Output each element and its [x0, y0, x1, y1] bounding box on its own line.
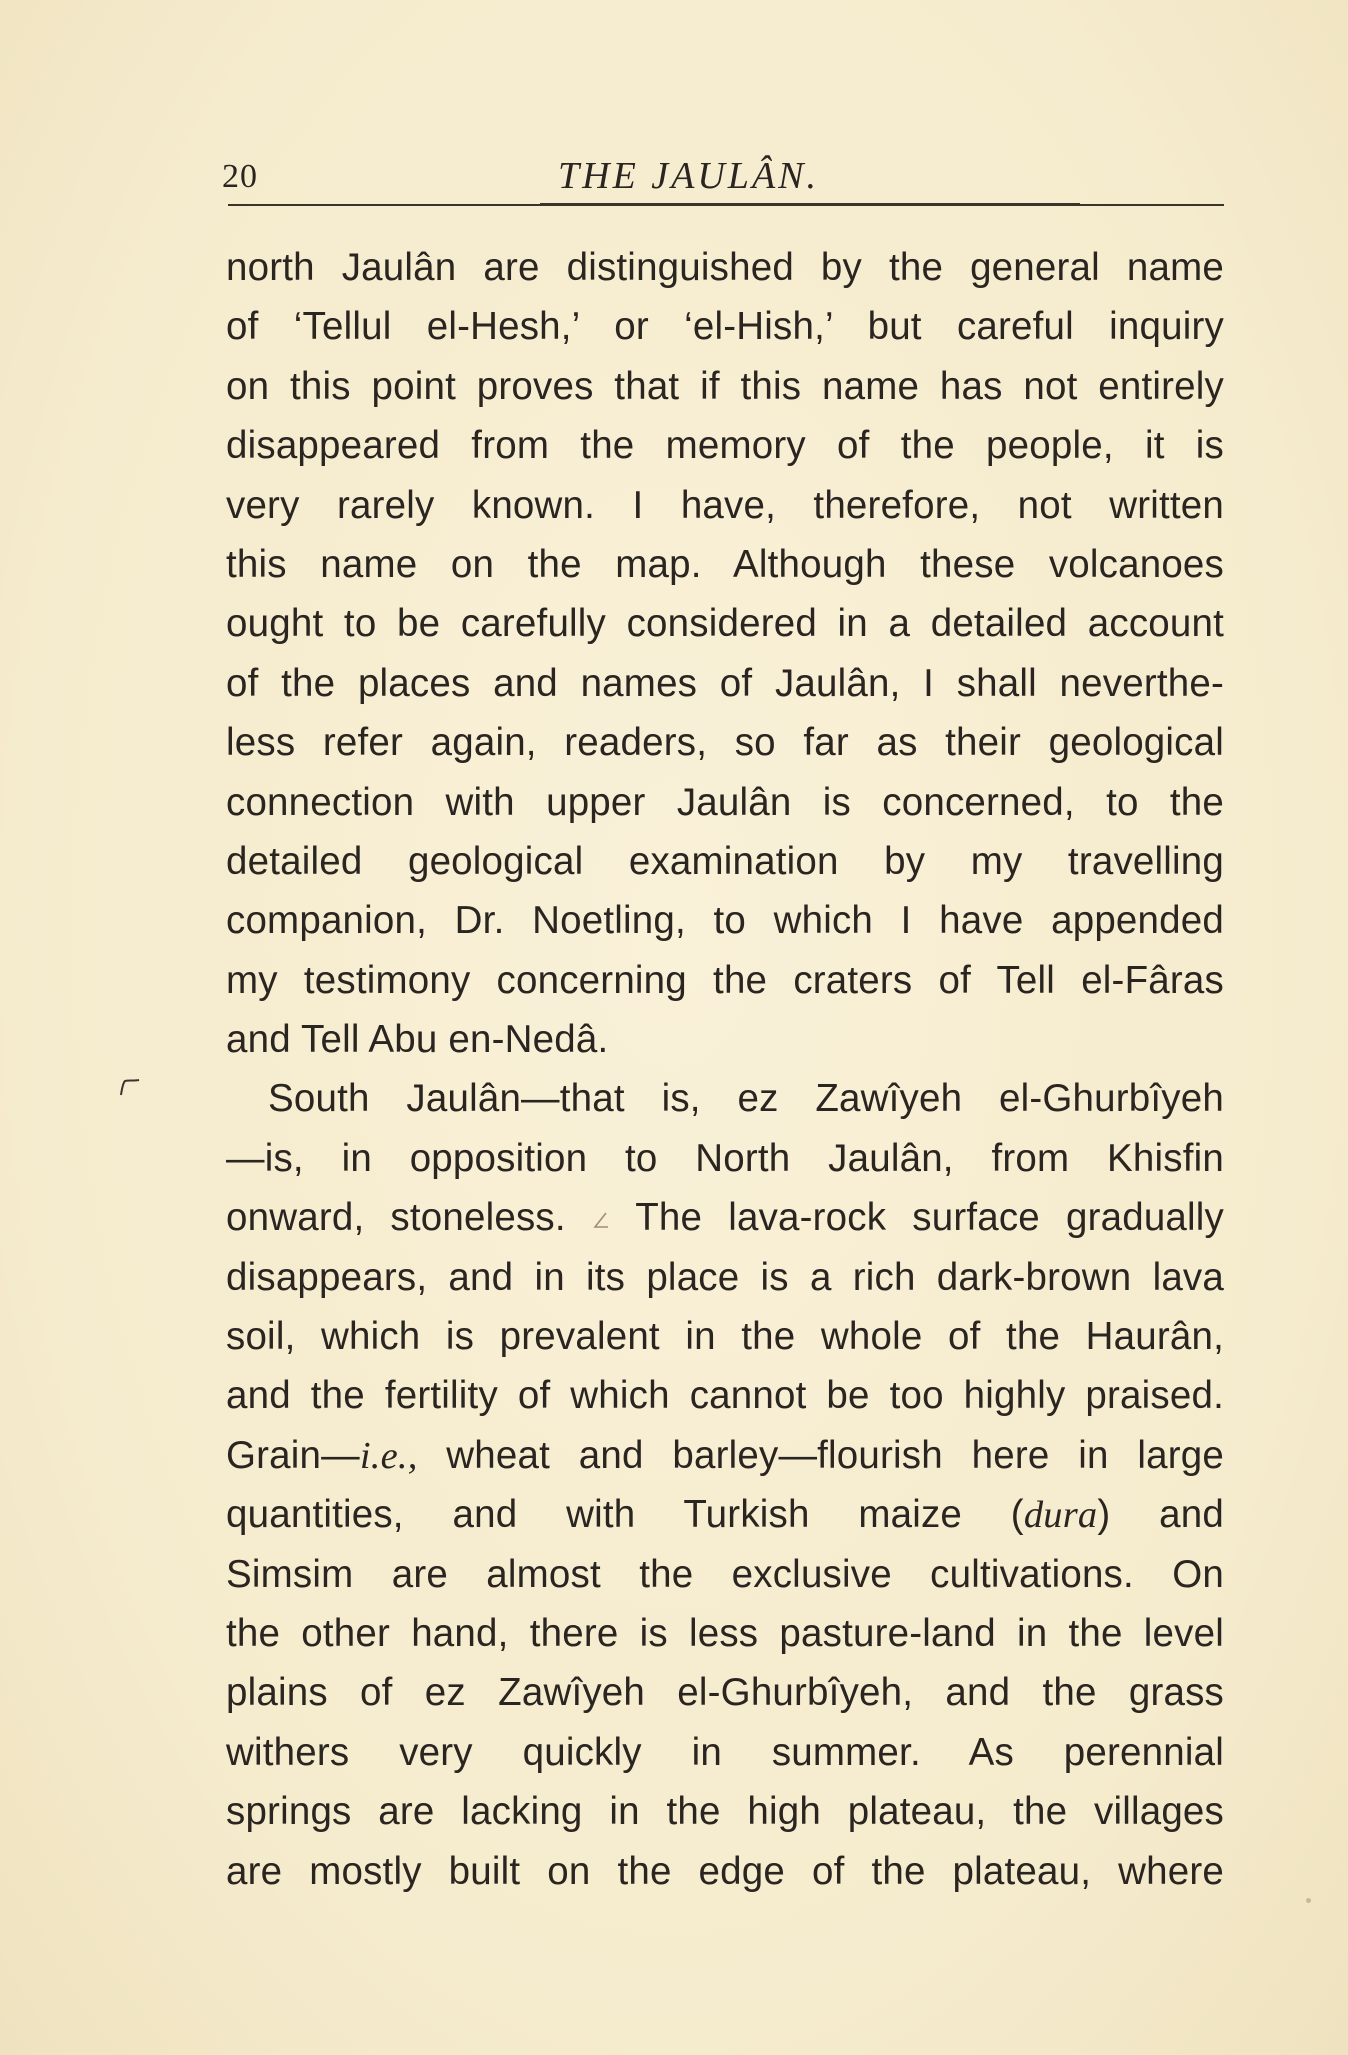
- text-fragment: onward, stoneless.: [226, 1196, 566, 1240]
- text-line: very rarely known. I have, therefore, not written: [226, 483, 1224, 527]
- text-line: of ‘Tellul el-Hesh,’ or ‘el-Hish,’ but careful inquiry: [226, 305, 1224, 349]
- text-line: South Jaulân—that is, ez Zawîyeh el-Ghurbîyeh: [268, 1077, 1224, 1121]
- text-line: withers very quickly in summer. As perennial: [226, 1730, 1224, 1774]
- text-fragment: The lava-rock surface gradually: [635, 1196, 1225, 1240]
- text-line: plains of ez Zawîyeh el-Ghurbîyeh, and the grass: [226, 1671, 1224, 1715]
- paper-speck: [1306, 1898, 1311, 1903]
- italic-abbreviation: i.e.,: [359, 1434, 418, 1477]
- text-line: Simsim are almost the exclusive cultivations. On: [226, 1552, 1224, 1596]
- text-line: ought to be carefully considered in a detailed account: [226, 602, 1224, 646]
- page-header: [222, 150, 1222, 210]
- text-line-composite: [226, 1426, 1224, 1485]
- text-line: this name on the map. Although these volcanoes: [226, 542, 1224, 586]
- body-text: [226, 238, 1224, 1901]
- text-line: and the fertility of which cannot be too highly praised.: [226, 1374, 1224, 1418]
- text-line: soil, which is prevalent in the whole of the Haurân,: [226, 1315, 1224, 1359]
- text-line: detailed geological examination by my travelling: [226, 839, 1224, 883]
- text-line-composite: [226, 1485, 1224, 1544]
- text-line: springs are lacking in the high plateau, the villages: [226, 1790, 1224, 1834]
- text-fragment: wheat and barley—flourish here in large: [417, 1433, 1224, 1477]
- header-rule-thick: [540, 203, 1080, 206]
- text-line: of the places and names of Jaulân, I shall neverthe-: [226, 661, 1224, 705]
- text-line: on this point proves that if this name has not entirely: [226, 364, 1224, 408]
- text-line: the other hand, there is less pasture-land in the level: [226, 1611, 1224, 1655]
- text-line: less refer again, readers, so far as their geological: [226, 721, 1224, 765]
- margin-annotation-mark: [118, 1078, 140, 1096]
- text-line: —is, in opposition to North Jaulân, from Khisfin: [226, 1136, 1224, 1180]
- text-fragment: ) and: [1097, 1493, 1224, 1537]
- text-line: my testimony concerning the craters of Tell el-Fâras: [226, 958, 1224, 1002]
- text-line: north Jaulân are distinguished by the general name: [226, 246, 1224, 289]
- text-line: disappears, and in its place is a rich dark-brown lava: [226, 1255, 1224, 1299]
- text-fragment: quantities, and with Turkish maize (: [226, 1493, 1024, 1537]
- text-line: companion, Dr. Noetling, to which I have appended: [226, 899, 1224, 943]
- text-line: are mostly built on the edge of the plateau, where: [226, 1849, 1224, 1893]
- text-fragment: Grain—: [226, 1433, 360, 1477]
- text-line: and Tell Abu en-Nedâ.: [226, 1018, 609, 1062]
- running-head: THE JAULÂN.: [558, 155, 819, 197]
- text-line: disappeared from the memory of the people, it is: [226, 424, 1224, 468]
- text-line: connection with upper Jaulân is concerned, to the: [226, 780, 1224, 824]
- italic-term: dura: [1023, 1494, 1098, 1537]
- page-number: 20: [222, 158, 258, 195]
- caret-annotation-mark: [592, 1209, 610, 1231]
- text-line-composite: [226, 1188, 1224, 1247]
